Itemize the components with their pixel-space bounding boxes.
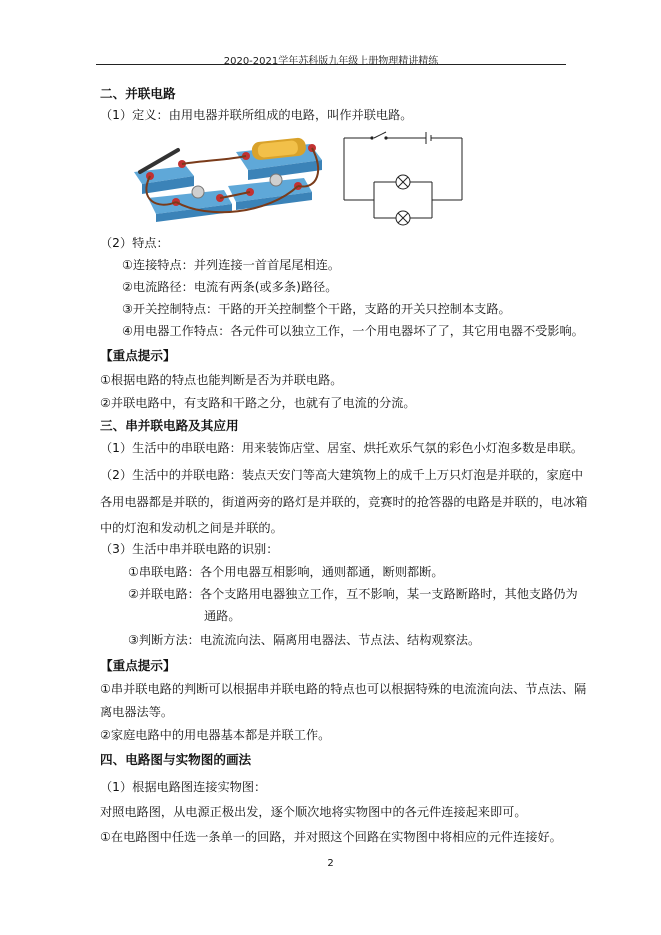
- section-3-title: 三、串并联电路及其应用: [100, 418, 239, 433]
- section-3-paragraph-2-line: 中的灯泡和发动机之间是并联的。: [100, 521, 283, 535]
- section-4-title: 四、电路图与实物图的画法: [100, 752, 252, 767]
- key-tip-title: 【重点提示】: [100, 658, 176, 673]
- section-2-traits-title: （2）特点：: [100, 236, 169, 250]
- section-2-definition: （1）定义：由用电器并联所组成的电路，叫作并联电路。: [100, 108, 413, 122]
- trait-item: ③开关控制特点：干路的开关控制整个干路，支路的开关只控制本支路。: [122, 302, 511, 316]
- section-3-paragraph-2-line: （2）生活中的并联电路：装点天安门等高大建筑物上的成千上万只灯泡是并联的，家庭中: [100, 468, 584, 482]
- key-tip-item: ①根据电路的特点也能判断是否为并联电路。: [100, 373, 343, 387]
- key-tip-line: ②家庭电路中的用电器基本都是并联工作。: [100, 728, 331, 742]
- key-tip-line: ①串并联电路的判断可以根据串并联电路的特点也可以根据特殊的电流流向法、节点法、隔: [100, 682, 587, 696]
- page-header: 2020-2021学年苏科版九年级上册物理精讲精练: [223, 56, 439, 67]
- section-3-identification-title: （3）生活中串并联电路的识别：: [100, 542, 279, 556]
- trait-item: ④用电器工作特点：各元件可以独立工作，一个用电器坏了了，其它用电器不受影响。: [122, 324, 584, 338]
- section-3-paragraph-1: （1）生活中的串联电路：用来装饰店堂、居室、烘托欢乐气氛的彩色小灯泡多数是串联。: [100, 441, 584, 455]
- trait-item: ②电流路径：电流有两条(或多条)路径。: [122, 280, 338, 294]
- parallel-circuit-photo: [128, 130, 328, 222]
- identification-item: 通路。: [204, 609, 241, 623]
- section-4-paragraph: （1）根据电路图连接实物图：: [100, 780, 267, 794]
- section-3-paragraph-2-line: 各用电器都是并联的，街道两旁的路灯是并联的，竞赛时的抢答器的电路是并联的，电冰箱: [100, 495, 588, 509]
- parallel-circuit-diagram: [338, 128, 468, 226]
- section-4-paragraph: ①在电路图中任选一条单一的回路，并对照这个回路在实物图中将相应的元件连接好。: [100, 830, 562, 844]
- key-tip-item: ②并联电路中，有支路和干路之分，也就有了电流的分流。: [100, 396, 416, 410]
- header-rule: [96, 64, 566, 65]
- trait-item: ①连接特点：并列连接一首首尾尾相连。: [122, 258, 341, 272]
- identification-item: ①串联电路：各个用电器互相影响，通则都通，断则都断。: [128, 565, 444, 579]
- identification-item: ②并联电路：各个支路用电器独立工作，互不影响，某一支路断路时，其他支路仍为: [128, 587, 578, 601]
- key-tip-title: 【重点提示】: [100, 348, 176, 363]
- identification-item: ③判断方法：电流流向法、隔离用电器法、节点法、结构观察法。: [128, 633, 481, 647]
- section-2-title: 二、并联电路: [100, 86, 176, 101]
- page-number: 2: [327, 858, 334, 869]
- key-tip-line: 离电器法等。: [100, 705, 174, 719]
- section-4-paragraph: 对照电路图，从电源正极出发，逐个顺次地将实物图中的各元件连接起来即可。: [100, 805, 527, 819]
